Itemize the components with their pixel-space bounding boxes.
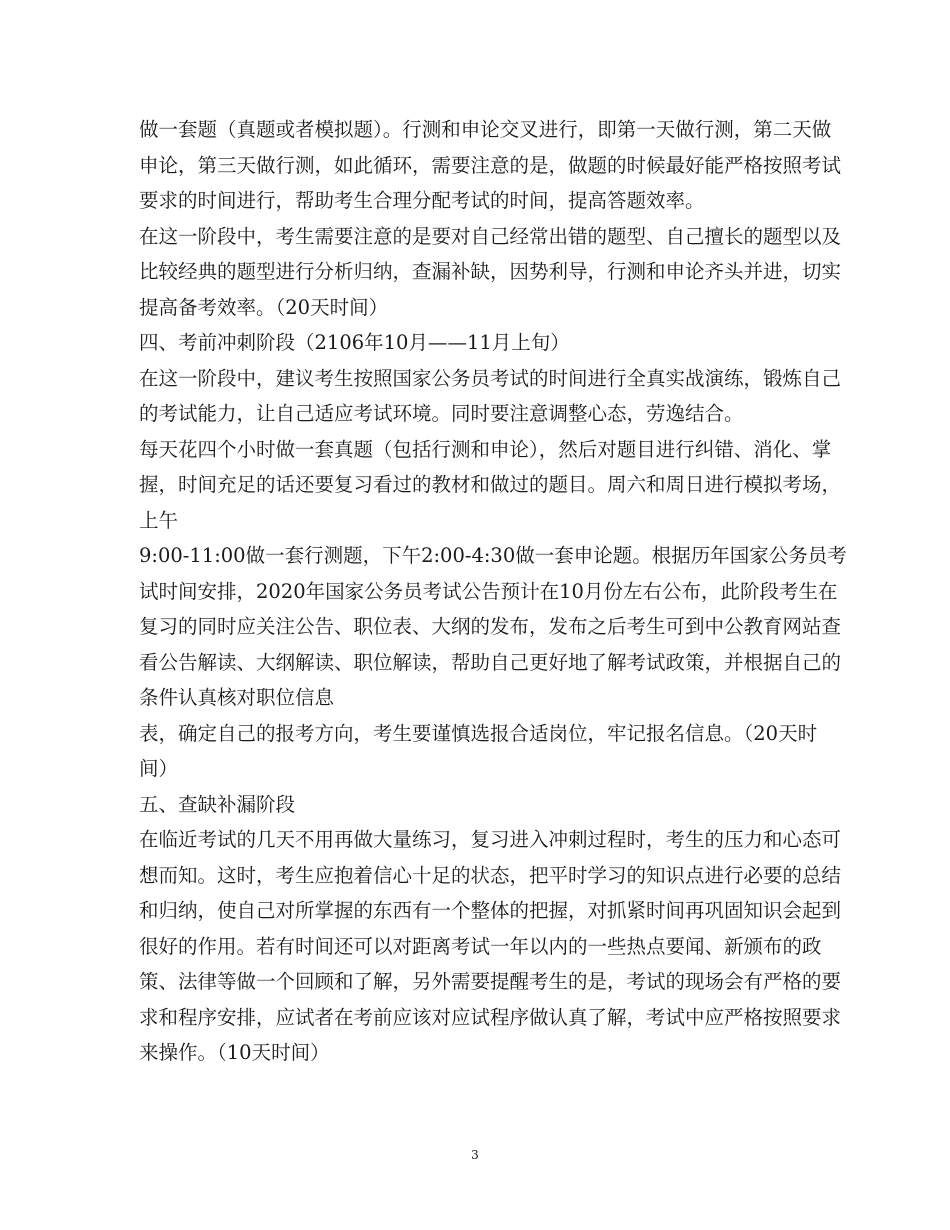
section-heading: 五、查缺补漏阶段 bbox=[139, 792, 296, 816]
text-line: 上午 bbox=[139, 508, 179, 532]
text-line: 每天花四个小时做一套真题（包括行测和申论），然后对题目进行纠错、消化、掌 bbox=[139, 437, 832, 461]
text-line: 试时间安排，2020年国家公务员考试公告预计在10月份左右公布，此阶段考生在 bbox=[139, 579, 838, 603]
text-line: 在临近考试的几天不用再做大量练习，复习进入冲刺过程时，考生的压力和心态可 bbox=[139, 828, 842, 851]
text-line: 9:00-11:00做一套行测题，下午2:00-4:30做一套申论题。根据历年国家公务员考 bbox=[139, 544, 847, 567]
text-line: 要求的时间进行，帮助考生合理分配考试的时间，提高答题效率。 bbox=[139, 189, 705, 212]
text-line: 求和程序安排，应试者在考前应该对应试程序做认真了解，考试中应严格按照要求 bbox=[139, 1005, 842, 1029]
text-line: 提高备考效率。（20天时间） bbox=[139, 295, 389, 319]
text-line: 和归纳，使自己对所掌握的东西有一个整体的把握，对抓紧时间再巩固知识会起到 bbox=[139, 899, 842, 922]
text-line: 在这一阶段中，建议考生按照国家公务员考试的时间进行全真实战演练，锻炼自己 bbox=[139, 366, 842, 390]
text-line: 想而知。这时，考生应抱着信心十足的状态，把平时学习的知识点进行必要的总结 bbox=[139, 863, 842, 887]
text-line: 表，确定自己的报考方向，考生要谨慎选报合适岗位，牢记报名信息。（20天时 bbox=[139, 721, 818, 745]
text-line: 来操作。（10天时间） bbox=[139, 1041, 330, 1064]
text-line: 复习的同时应关注公告、职位表、大纲的发布，发布之后考生可到中公教育网站查 bbox=[139, 615, 842, 638]
text-line: 策、法律等做一个回顾和了解，另外需要提醒考生的是，考试的现场会有严格的要 bbox=[139, 970, 842, 993]
page-number: 3 bbox=[471, 1148, 479, 1162]
text-line: 很好的作用。若有时间还可以对距离考试一年以内的一些热点要闻、新颁布的政 bbox=[139, 934, 822, 958]
text-line: 在这一阶段中，考生需要注意的是要对自己经常出错的题型、自己擅长的题型以及 bbox=[139, 224, 842, 248]
text-line: 握，时间充足的话还要复习看过的教材和做过的题目。周六和周日进行模拟考场， bbox=[139, 473, 842, 496]
text-line: 看公告解读、大纲解读、职位解读，帮助自己更好地了解考试政策，并根据自己的 bbox=[139, 650, 842, 674]
text-line: 比较经典的题型进行分析归纳，查漏补缺，因势利导，行测和申论齐头并进，切实 bbox=[139, 260, 842, 283]
text-line: 间） bbox=[139, 757, 179, 780]
text-line: 做一套题（真题或者模拟题）。行测和申论交叉进行，即第一天做行测，第二天做 bbox=[139, 118, 832, 141]
section-heading: 四、考前冲刺阶段（2106年10月——11月上旬） bbox=[139, 331, 570, 354]
text-line: 条件认真核对职位信息 bbox=[139, 686, 335, 709]
text-line: 申论，第三天做行测，如此循环，需要注意的是，做题的时候最好能严格按照考试 bbox=[139, 153, 842, 177]
body-text bbox=[139, 112, 847, 1071]
text-line: 的考试能力，让自己适应考试环境。同时要注意调整心态，劳逸结合。 bbox=[139, 402, 744, 425]
